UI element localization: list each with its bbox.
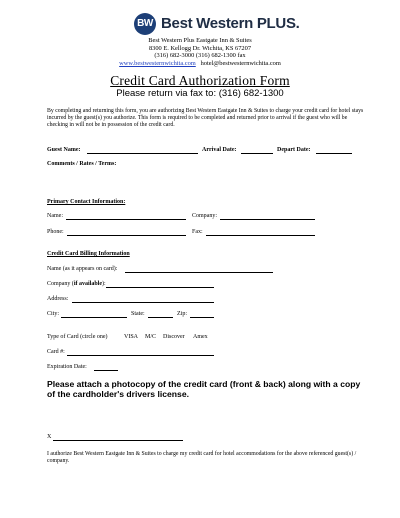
- hotel-address: 8300 E. Kellogg Dr. Wichita, KS 67207: [148, 44, 252, 52]
- authorization-statement: I authorize Best Western Eastgate Inn & Suites to charge my credit card for hotel accommodations for the above referenced guest(s) / company.: [47, 451, 357, 464]
- card-number-field[interactable]: [67, 355, 214, 356]
- billing-company-field[interactable]: [106, 287, 214, 288]
- name-on-card-label: Name (as it appears on card):: [47, 266, 118, 272]
- signature-field[interactable]: [53, 440, 183, 441]
- guest-name-field[interactable]: [87, 153, 198, 154]
- website-link[interactable]: www.bestwesternwichita.com: [119, 59, 196, 67]
- hotel-name: Best Western Plus Eastgate Inn & Suites: [148, 37, 252, 44]
- contact-company-field[interactable]: [220, 219, 315, 220]
- contact-company-label: Company:: [192, 213, 217, 219]
- name-on-card-field[interactable]: [125, 272, 273, 273]
- card-option-discover[interactable]: Discover: [163, 334, 185, 340]
- billing-address-field[interactable]: [72, 302, 214, 303]
- form-subtitle: Please return via fax to: (316) 682-1300: [116, 88, 284, 99]
- arrival-date-field[interactable]: [241, 153, 273, 154]
- contact-phone-label: Phone:: [47, 229, 64, 235]
- expiration-field[interactable]: [94, 370, 118, 371]
- billing-zip-field[interactable]: [190, 317, 214, 318]
- attachment-notice: Please attach a photocopy of the credit card (front & back) along with a copy of the cardholder's drivers license.: [47, 379, 361, 399]
- depart-date-label: Depart Date:: [277, 147, 311, 153]
- contact-fax-field[interactable]: [206, 235, 315, 236]
- hotel-phones: (316) 682-3000 (316) 682-1300 fax: [154, 52, 246, 59]
- billing-state-field[interactable]: [148, 317, 173, 318]
- brand-name: Best Western PLUS.: [161, 15, 300, 32]
- form-title: Credit Card Authorization Form: [110, 73, 290, 88]
- billing-state-label: State:: [131, 311, 145, 317]
- contact-fax-label: Fax:: [192, 229, 203, 235]
- hotel-email: hotel@bestwesternwichita.com: [200, 59, 281, 67]
- card-option-amex[interactable]: Amex: [193, 334, 208, 340]
- depart-date-field[interactable]: [316, 153, 352, 154]
- comments-label: Comments / Rates / Terms:: [47, 161, 117, 167]
- primary-contact-heading: Primary Contact Information:: [47, 199, 126, 205]
- card-number-label: Card #:: [47, 349, 65, 355]
- card-type-label: Type of Card (circle one): [47, 334, 108, 340]
- brand-logo: [0, 13, 400, 35]
- billing-address-label: Address:: [47, 296, 69, 302]
- billing-zip-label: Zip:: [177, 311, 187, 317]
- billing-heading: Credit Card Billing Information: [47, 251, 130, 257]
- card-option-mc[interactable]: M/C: [145, 334, 157, 340]
- guest-name-label: Guest Name:: [47, 147, 81, 153]
- billing-city-label: City:: [47, 311, 60, 317]
- billing-company-label: Company (if available):: [47, 281, 106, 287]
- arrival-date-label: Arrival Date:: [202, 147, 237, 153]
- contact-name-field[interactable]: [66, 219, 186, 220]
- intro-paragraph: By completing and returning this form, you are authorizing Best Western Eastgate Inn & Suites to charge your credit card for hotel stays incurred by the guest(s) you authorize. This form is required to be completed and returned prior to arrival if the guest who will be checking in will not be in possession of the credit card.: [47, 108, 364, 128]
- hotel-contact-line: [0, 60, 400, 68]
- expiration-label: Expiration Date:: [47, 364, 87, 370]
- billing-city-field[interactable]: [61, 317, 127, 318]
- signature-x-mark: X: [47, 434, 52, 440]
- card-option-visa[interactable]: VISA: [124, 334, 139, 340]
- logo-mark-icon: BW: [134, 13, 156, 35]
- contact-name-label: Name:: [47, 213, 63, 219]
- contact-phone-field[interactable]: [67, 235, 186, 236]
